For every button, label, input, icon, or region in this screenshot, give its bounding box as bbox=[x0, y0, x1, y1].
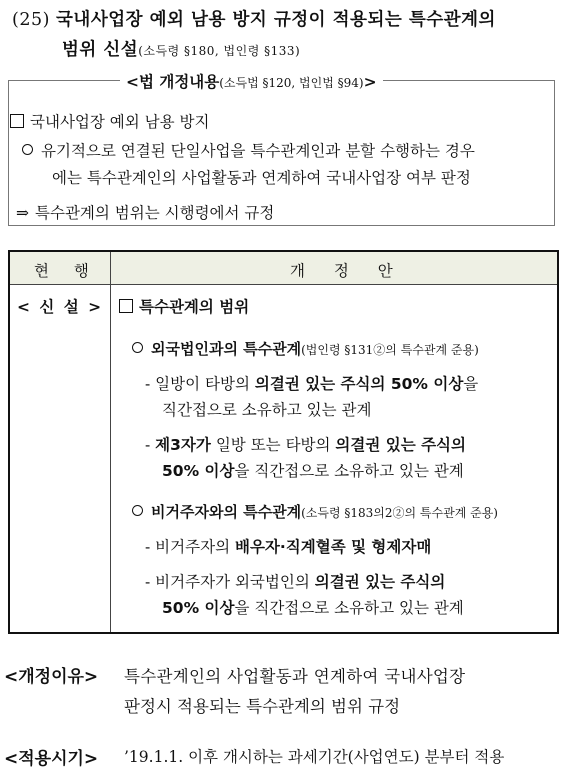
header-revised: 개 정 안 bbox=[290, 262, 405, 280]
list-item: - 제3자가 일방 또는 타방의 의결권 있는 주식의 bbox=[145, 436, 466, 454]
effective-text: ’19.1.1. 이후 개시하는 과세기간(사업연도) 분부터 적용 bbox=[124, 748, 505, 766]
section-number: (25) bbox=[12, 10, 50, 30]
amendment-bullet: 유기적으로 연결된 단일사업을 특수관계인과 분할 수행하는 경우 bbox=[22, 139, 475, 161]
list-item: - 비거주자가 외국법인의 의결권 있는 주식의 bbox=[145, 573, 446, 591]
group-foreign-corp: 외국법인과의 특수관계(법인령 §131②의 특수관계 준용) bbox=[132, 338, 479, 359]
reason-label: <개정이유> bbox=[4, 667, 99, 687]
dash-icon: - bbox=[145, 573, 156, 591]
circle-bullet-icon bbox=[22, 144, 33, 155]
right-double-arrow-icon: ⇒ bbox=[16, 204, 29, 222]
list-item-cont: 50% 이상을 직간접으로 소유하고 있는 관계 bbox=[162, 462, 464, 480]
dash-icon: - bbox=[145, 375, 156, 393]
amendment-item-title: 국내사업장 예외 남용 방지 bbox=[10, 110, 210, 132]
dash-icon: - bbox=[145, 538, 156, 556]
list-item: - 비거주자의 배우자·직계혈족 및 형제자매 bbox=[145, 538, 432, 556]
section-title-line1: 국내사업장 예외 남용 방지 규정이 적용되는 특수관계의 bbox=[56, 10, 496, 30]
checkbox-square-icon bbox=[119, 299, 133, 313]
list-item-cont: 직간접으로 소유하고 있는 관계 bbox=[162, 401, 372, 419]
section-heading bbox=[12, 6, 496, 31]
effective-label: <적용시기> bbox=[4, 749, 99, 769]
reason-line1: 특수관계인의 사업활동과 연계하여 국내사업장 bbox=[124, 667, 466, 686]
amendment-box-title: <법 개정내용(소득법 §120, 법인법 §94)> bbox=[120, 70, 383, 92]
reason-line2: 판정시 적용되는 특수관계의 범위 규정 bbox=[124, 697, 401, 716]
header-current: 현 행 bbox=[34, 262, 99, 280]
amendment-arrow-note: ⇒ 특수관계의 범위는 시행령에서 규정 bbox=[16, 204, 275, 222]
section-title-line2: 범위 신설 bbox=[62, 40, 139, 60]
amendment-bullet-cont: 에는 특수관계인의 사업활동과 연계하여 국내사업장 여부 판정 bbox=[52, 169, 471, 187]
circle-bullet-icon bbox=[132, 342, 143, 353]
group-nonresident: 비거주자와의 특수관계(소득령 §183의2②의 특수관계 준용) bbox=[132, 501, 498, 522]
checkbox-square-icon bbox=[10, 114, 24, 128]
table-divider bbox=[110, 252, 111, 632]
dash-icon: - bbox=[145, 436, 156, 454]
section-heading-line2 bbox=[62, 36, 300, 61]
circle-bullet-icon bbox=[132, 505, 143, 516]
list-item-cont: 50% 이상을 직간접으로 소유하고 있는 관계 bbox=[162, 599, 464, 617]
revised-section-title: 특수관계의 범위 bbox=[119, 295, 249, 317]
section-ref: (소득령 §180, 법인령 §133) bbox=[138, 44, 301, 58]
list-item: - 일방이 타방의 의결권 있는 주식의 50% 이상을 bbox=[145, 375, 479, 393]
current-cell-new: < 신 설 > bbox=[17, 298, 104, 316]
